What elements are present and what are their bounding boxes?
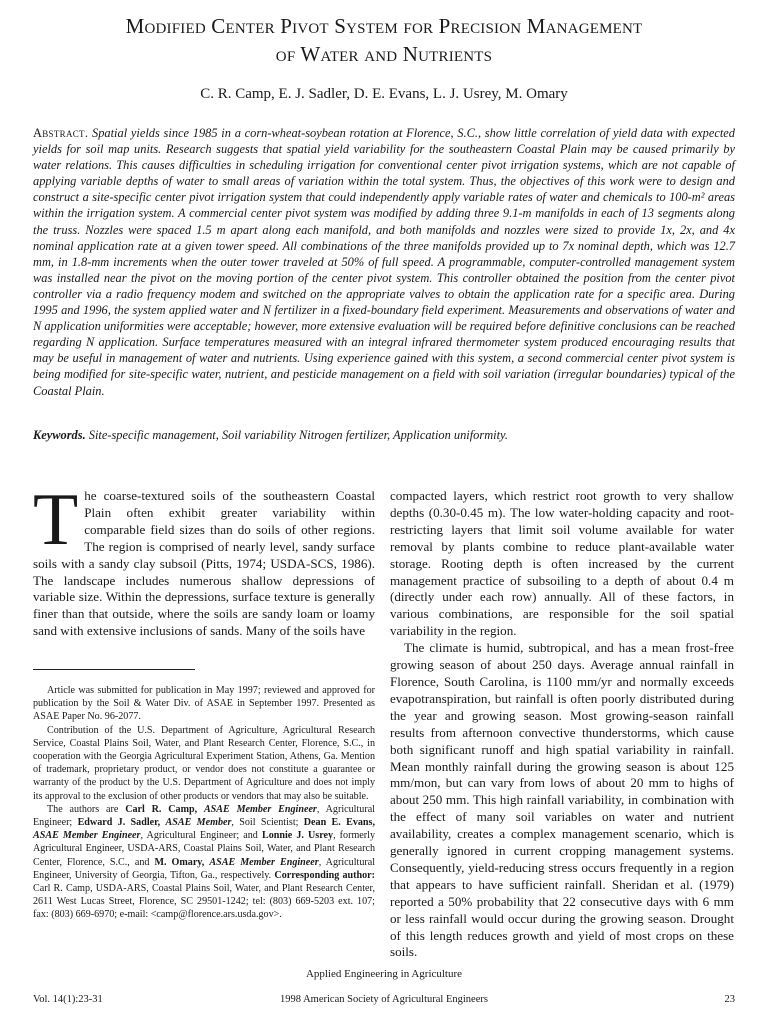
- paper-title: [30, 12, 738, 68]
- intro-paragraph: [33, 479, 375, 640]
- footnote-contribution: Contribution of the U.S. Department of Agriculture, Agricultural Research Service, Coastal Plains Soil, Water, and Plant Research Center, Florence, S.C., in cooperation with the Georgia Agricultural Experiment Station, Athens, Ga. Mention of trademark, proprietary product, or vendor does not constitute a guarantee or warranty of the product by the U.S. Department of Agriculture and does not imply its approval to the exclusion of other products or vendors that may also be suitable.: [33, 724, 375, 802]
- abstract-label: Abstract.: [33, 126, 89, 140]
- corresponding-author-label: Corresponding author:: [274, 869, 375, 881]
- abstract: [33, 125, 735, 399]
- author-name: Dean E. Evans,: [303, 817, 375, 829]
- page-number: 23: [724, 994, 735, 1005]
- footnote-authors: The authors are Carl R. Camp, ASAE Member Engineer, Agricultural Engineer; Edward J. Sadler, ASAE Member, Soil Scientist; Dean E. Evans, ASAE Member Engineer, Agricultural Engineer; and Lonnie J. Usrey, formerly Agricultural Engineer, USDA-ARS, Coastal Plains Soil, Water, and Plant Research Center, Florence, S.C., and M. Omary, ASAE Member Engineer, Agricultural Engineer, University of Georgia, Tifton, Ga., respectively. Corresponding author: Carl R. Camp, USDA-ARS, Coastal Plains Soil, Water, and Plant Research Center, 2611 West Lucas Street, Florence, SC 29501-1242; tel: (803) 669-5203 ext. 107; fax: (803) 669-6970; e-mail: <camp@florence.ars.usda.gov>.: [33, 803, 376, 921]
- footnote-rule: [33, 669, 195, 670]
- body-paragraph: compacted layers, which restrict root growth to very shallow depths (0.30-0.45 m). The low water-holding capacity and root-restricting layers that limit soil volume available for water removal by plants combine to reduce plant-available water storage. Rooting depth is often increased by the current management practice of subsoiling to a depth of about 0.4 m (directly under each row) annually. All of these factors, in various combinations, are responsible for the soil spatial variability in the region.: [390, 488, 734, 639]
- body-column-right: [390, 488, 734, 961]
- keywords-label: Keywords.: [33, 428, 86, 442]
- abstract-text: Spatial yields since 1985 in a corn-wheat-soybean rotation at Florence, S.C., show little correlation of yield data with expected yields for soil map units. Research suggests that spatial yield variability for the southeastern Coastal Plain may be caused primarily by water relations. This causes difficulties in scheduling irrigation for conventional center pivot irrigation systems, which are not capable of applying variable depths of water to small areas of variation within the total system. Thus, the objectives of this work were to design and construct a site-specific center pivot irrigation system that could independently apply variable rates of water and chemicals to 100-m² areas within the irrigation system. A commercial center pivot system was modified by adding three 9.1-m manifolds in each of 13 segments along the truss. Nozzles were spaced 1.5 m apart along each manifold, and both manifolds and nozzles were sized to provide 1x, 2x, and 4x nominal application rate at a given tower speed. All combinations of the three manifolds provided up to 7x nominal depth, which was 12.7 mm, in 1.8-mm increments when the outer tower traveled at 50% of full speed. A programmable, computer-controlled management system was installed near the pivot on the moving portion of the center pivot system. This controller obtained the position from the center pivot controller via a radio frequency modem and switched on the appropriate valves to obtain the application rate for a specific area. During 1995 and 1996, the system applied water and N fertilizer in a fixed-boundary field experiment. Measurements and observations of water and N application uniformities were acceptable; however, more extensive evaluation will be required before definitive conclusions can be reached regarding N application. Surface temperatures measured with an integral infrared thermometer system produced encouraging results that may be useful in management of water and nutrients. Using experience gained with this system, a second commercial center pivot system is being modified for site-specific water, nutrient, and pesticide management on a field with soil variation (irregular boundaries) typical of the Coastal Plain.: [33, 126, 735, 398]
- author-name: M. Omary,: [154, 856, 210, 868]
- drop-cap: T: [33, 479, 79, 561]
- title-line-2: of Water and Nutrients: [275, 42, 493, 66]
- keywords-text: Site-specific management, Soil variability Nitrogen fertilizer, Application uniformity.: [88, 428, 508, 442]
- copyright-line: 1998 American Society of Agricultural Engineers: [280, 994, 488, 1005]
- volume-info: Vol. 14(1):23-31: [33, 994, 103, 1005]
- author-name: Lonnie J. Usrey: [261, 830, 334, 842]
- author-list: C. R. Camp, E. J. Sadler, D. E. Evans, L. J. Usrey, M. Omary: [200, 86, 568, 102]
- body-column-left: [33, 479, 375, 640]
- body-paragraph: The climate is humid, subtropical, and has a mean frost-free growing season of about 250 days. Average annual rainfall in Florence, South Carolina, is 1100 mm/yr and normally exceeds evapotranspiration, but rainfall is often poorly distributed during the year and growing season. Most growing-season rainfall results from afternoon convective thunderstorms, which cause both significant runoff and high spatial variability in rainfall. Mean monthly rainfall during the growing season is about 125 mm/mon, but can vary from lows of about 20 mm to highs of about 250 mm. This high rainfall variability, in combination with the effect of many soil variables on water and nutrient availability, creates a complex management scenario, which is generally ignored in current cropping management systems. Consequently, yield-reducing stress occurs frequently in a region that appears to have sufficient rainfall. Sheridan et al. (1979) reported a 50% probability that 22 consecutive days with 6 mm or less rainfall would occur during the growing season. Drought of this length reduces growth and yield of most crops on these soils.: [390, 640, 734, 960]
- intro-text: he coarse-textured soils of the southeastern Coastal Plain often exhibit greater variability within comparable field sizes than do soils of other regions. The region is comprised of nearly level, sandy surface soils with a sandy clay subsoil (Pitts, 1974; USDA-SCS, 1986). The landscape includes numerous shallow depressions of variable size. Within the depressions, surface texture is generally finer than that outside, where the soils are sandy loam or loamy sand with extensive inclusions of sands. Many of the soils have: [33, 488, 375, 639]
- journal-name: Applied Engineering in Agriculture: [305, 968, 463, 980]
- corresponding-author-details: Carl R. Camp, USDA-ARS, Coastal Plains Soil, Water, and Plant Research Center, 2611 West Lucas Street, Florence, SC 29501-1242; tel: (803) 669-5203 ext. 107; fax: (803) 669-6970; e-mail: <camp@florence.ars.usda.gov>.: [33, 883, 375, 921]
- keywords: [33, 427, 735, 443]
- author-name: Carl R. Camp,: [125, 803, 204, 815]
- footnote-submission: Article was submitted for publication in May 1997; reviewed and approved for publication by the Soil & Water Div. of ASAE in September 1997. Presented as ASAE Paper No. 96-2077.: [33, 685, 375, 723]
- author-name: Edward J. Sadler,: [77, 817, 166, 829]
- footnotes: [33, 684, 375, 922]
- title-line-1: Modified Center Pivot System for Precision Management: [125, 14, 643, 38]
